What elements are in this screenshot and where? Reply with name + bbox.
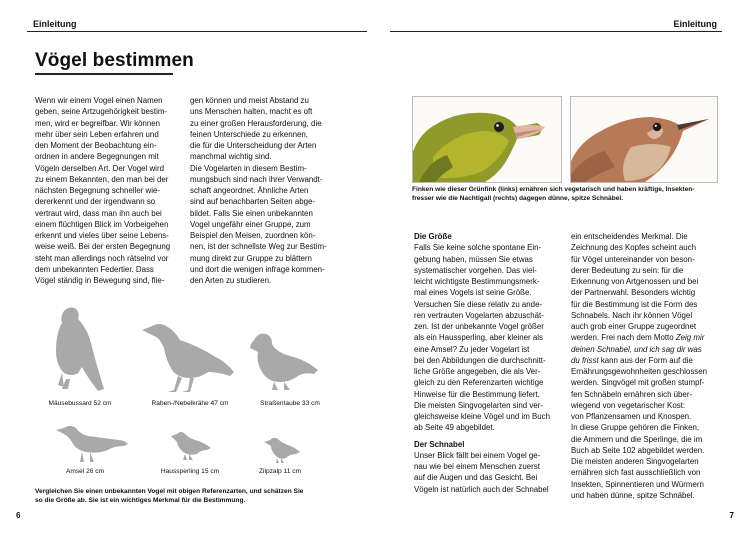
text-line: fen Schnäbeln ernähren sich über- (571, 389, 693, 399)
title-underline (35, 73, 173, 75)
text-line: Die meisten anderen Singvogelarten (571, 457, 699, 466)
motto-text: Zeig mir (675, 333, 705, 343)
text-line: ordnen in andere Begegnungen mit (35, 152, 159, 162)
running-head-left: Einleitung (33, 19, 77, 29)
text-line: zu einer großen Herausforderung, die (190, 118, 322, 128)
text-line: und haben dünne, spitze Schnäbel. (571, 490, 695, 500)
motto-text: du frisst (571, 355, 599, 365)
text-line: systematischer vorgehen. Das viel- (414, 265, 537, 275)
text-line: bei den Abbildungen die durchschnitt- (414, 355, 546, 365)
text-line: liche Größe angegeben, die als Ver- (414, 367, 541, 376)
text-line: derer Bedeutung zu sein: für die (571, 265, 684, 275)
running-head-right: Einleitung (673, 19, 717, 29)
text-line: die für die Unterscheidung der Arten (190, 141, 317, 150)
text-line: geben, seine Artzugehörigkeit bestim- (35, 107, 168, 117)
text-line: feinen Unterschiede zu erkennen, (190, 129, 308, 139)
text-line: mung direkt zur Gruppe zu blättern (190, 253, 312, 263)
text-line: nau wie bei einem Menschen zuerst (414, 462, 540, 471)
text-line (571, 355, 731, 366)
text-line: mungsbuch sind nach ihrer Verwandt- (190, 174, 323, 184)
text-line: steht man allerdings noch rätselnd vor (35, 253, 169, 263)
text-line: Vögel ständig in Bewegung sind, flie- (35, 276, 165, 285)
right-column-1 (414, 231, 570, 495)
text-line: einem flüchtigen Blick im Vorbeigehen (35, 219, 169, 229)
text-line: für Vögel untereinander von beson- (571, 254, 695, 264)
text-line: Die meisten Singvogelarten sind ver- (414, 400, 543, 410)
text-line: schaft angeordnet. Ähnliche Arten (190, 186, 309, 195)
right-column-2 (571, 231, 731, 501)
silhouette-label: Haussperling 15 cm (160, 468, 220, 475)
text-line: als ein Haussperling, aber kleiner als (414, 333, 543, 343)
text-line: dererkennt und der irgendwann so (35, 197, 156, 207)
silhouette-label: Raben-/Nebelkrähe 47 cm (151, 400, 229, 407)
text-line: gebung haben, müssen Sie etwas (414, 254, 533, 264)
silhouette-caption (35, 488, 355, 506)
text-line: In diese Gruppe gehören die Finken, (571, 423, 700, 433)
greenfinch-photo-icon (412, 96, 562, 183)
text-line: eine Amsel? Zu jeder Vogelart ist (414, 344, 530, 354)
section-heading-size: Die Größe (414, 232, 452, 241)
silhouette-label: Amsel 26 cm (65, 468, 105, 475)
text-line: vertraut wird, dass man ihn auch bei (35, 208, 162, 218)
text-line: Insekten, Spinnentieren und Würmern (571, 479, 704, 489)
caption-line: Finken wie dieser Grünfink (links) ernähren sich vegetarisch und haben kräftige, Insekten- (412, 186, 695, 193)
text-line: ein entscheidendes Merkmal. Die (571, 232, 688, 241)
caption-line: so die Größe ab. Sie ist ein wichtiges Merkmal für die Bestimmung. (35, 496, 246, 504)
text-line: mal eines Vogels ist seine Größe. (414, 288, 532, 298)
page-number-right: 7 (729, 511, 734, 520)
nightingale-photo-icon (570, 96, 718, 183)
text-line: Ernährungsgewohnheiten geschlossen (571, 367, 707, 376)
page-number-left: 6 (16, 511, 21, 520)
buzzard-silhouette-icon (42, 303, 112, 398)
text-line: Wenn wir einem Vogel einen Namen (35, 96, 163, 105)
text-line: Vögeln ist natürlich auch der Schnabel (414, 484, 549, 494)
text-line: men, wird er begreifbar. Wir können (35, 118, 160, 128)
text-line: werden. Singvögel mit großen stumpf- (571, 378, 705, 388)
crow-silhouette-icon (138, 318, 238, 396)
text-line: und dort die wenigen infrage kommen- (190, 264, 325, 274)
text-line: Schnabels. Nach ihr können Vögel (571, 310, 693, 320)
text-line: den Arten zu studieren. (190, 276, 272, 285)
text-line: Unser Blick fällt bei einem Vogel ge- (414, 450, 541, 460)
text-line: mehr über sein Leben erfahren und (35, 129, 159, 139)
text-line: gen können und meist Abstand zu (190, 96, 309, 105)
blackbird-silhouette-icon (52, 420, 130, 466)
text-line: die Ammern und die Sperlinge, die im (571, 434, 703, 444)
text-line: bildet. Falls Sie einen unbekannten (190, 208, 313, 218)
text-line: Vogel ungefähr einer Gruppe, zum (190, 219, 311, 229)
text-line: ren vertrauten Vogelarten abzuschät- (414, 310, 544, 320)
silhouette-label: Mäusebussard 52 cm (48, 400, 112, 407)
photo-caption (412, 186, 722, 204)
text-line: gleichsweise kleine Vögel und im Buch (414, 412, 550, 421)
left-column-2 (190, 95, 350, 286)
page-title: Vögel bestimmen (35, 50, 194, 71)
section-heading-beak: Der Schnabel (414, 439, 465, 449)
text-line (571, 332, 731, 343)
text-line: zu einem Bekannten, den man bei der (35, 174, 169, 184)
text-line: sind auf benachbarten Seiten abge- (190, 197, 316, 207)
text-line: nen, ist der schnellste Weg zur Bestim- (190, 242, 327, 252)
text-line: nächsten Begegnung schneller wie- (35, 186, 161, 195)
text-line (571, 344, 731, 355)
text-run: werden. Frei nach dem Motto (571, 333, 674, 343)
chiffchaff-silhouette-icon (262, 434, 302, 464)
caption-line: fresser wie die Nachtigall (rechts) dagegen dünne, spitze Schnäbel. (412, 194, 624, 202)
text-line: ernähren sich fast ausschließlich von (571, 468, 701, 478)
text-line: Hinweise für die Bestimmung liefert. (414, 389, 540, 399)
text-line: Vögeln derselben Art. Der Vogel wird (35, 163, 164, 173)
text-line: den Moment der Beobachtung ein- (35, 141, 157, 150)
pigeon-silhouette-icon (244, 328, 324, 396)
sparrow-silhouette-icon (167, 428, 213, 462)
text-line: manchmal wichtig sind. (190, 152, 272, 162)
text-run: kann aus der Form auf die (598, 355, 693, 365)
text-line: der Partnerwahl. Besonders wichtig (571, 288, 696, 298)
left-column-1 (35, 95, 183, 286)
text-line: auch grob einer Gruppe zugeordnet (571, 322, 697, 331)
text-line: von Pflanzensamen und Knospen. (571, 412, 692, 421)
text-line: auf die Augen und das Gesicht. Bei (414, 473, 538, 483)
motto-text: deinen Schnabel, und ich sag dir was (571, 344, 702, 354)
header-rule-right (390, 31, 722, 32)
text-line: Erkennung von Artgenossen und bei (571, 277, 699, 286)
text-line: Zeichnung des Kopfes scheint auch (571, 243, 697, 253)
text-line: erkennt und vieles über seine Lebens- (35, 231, 169, 240)
text-line: dem unbekannten Federtier. Dass (35, 264, 154, 274)
text-line: Versuchen Sie diese relativ zu ande- (414, 299, 543, 309)
silhouette-label: Straßentaube 33 cm (260, 400, 320, 407)
text-line: für die Bestimmung ist die Form des (571, 299, 698, 309)
text-line: uns Menschen halten, macht es oft (190, 107, 313, 117)
text-line: Die Vogelarten in diesem Bestim- (190, 163, 307, 173)
text-line: leicht wichtigste Bestimmungsmerk- (414, 277, 540, 286)
header-rule-left (27, 31, 367, 32)
text-line: gleich zu den Referenzarten wichtige (414, 378, 544, 388)
text-line: zen. Ist der unbekannte Vogel größer (414, 322, 544, 331)
text-line: weise weiß. Bei der ersten Begegnung (35, 242, 171, 252)
text-line: ab Seite 49 abgebildet. (414, 423, 495, 433)
silhouette-label: Zilpzalp 11 cm (258, 468, 302, 475)
text-line: Falls Sie keine solche spontane Ein- (414, 243, 542, 253)
text-line: Beispiel den Meisen, zuordnen kön- (190, 231, 316, 240)
text-line: wiegend von vegetarischer Kost: (571, 400, 686, 410)
caption-line: Vergleichen Sie einen unbekannten Vogel mit obigen Referenzarten, und schätzen Sie (35, 488, 304, 495)
text-line: Buch ab Seite 102 abgebildet werden. (571, 445, 705, 455)
